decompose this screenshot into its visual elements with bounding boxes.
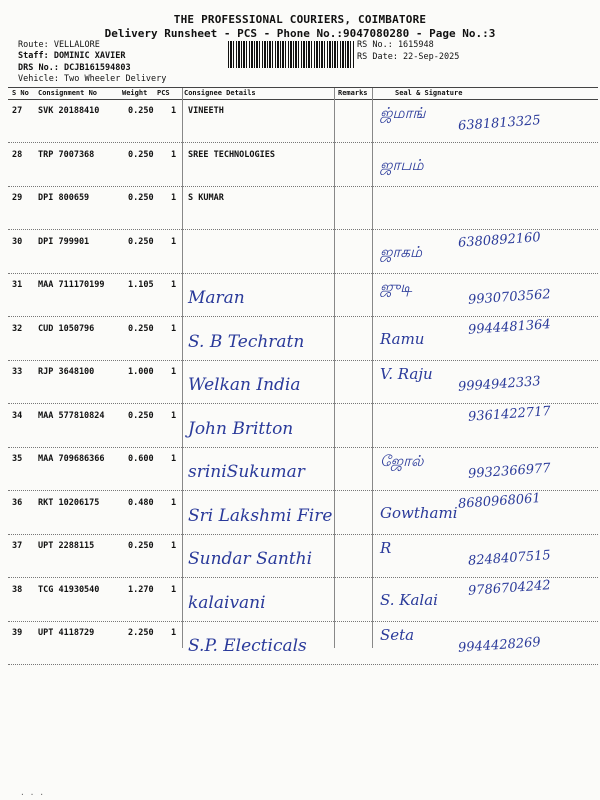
row-consignment: UPT 2288115: [38, 541, 95, 551]
row-weight: 0.250: [128, 149, 154, 160]
table-row: [8, 405, 598, 448]
signature: V. Raju: [380, 365, 433, 383]
row-weight: 0.250: [128, 410, 154, 421]
handwritten-consignee: Sri Lakshmi Fire: [188, 505, 333, 526]
staff-label: Staff: DOMINIC XAVIER: [18, 51, 126, 61]
row-sno: 29: [12, 193, 23, 203]
row-sno: 33: [12, 367, 23, 377]
handwritten-phone: 9932366977: [467, 461, 552, 482]
row-pcs: 1: [171, 497, 177, 508]
signature: S. Kalai: [380, 590, 438, 609]
row-consignment: TCG 41930540: [38, 584, 100, 595]
row-consignment: MAA 709686366: [38, 454, 105, 464]
row-consignment: RJP 3648100: [38, 367, 95, 377]
row-consignment: CUD 1050796: [38, 323, 95, 334]
signature: ஜாகம்: [380, 242, 423, 261]
row-weight: 0.250: [128, 541, 154, 551]
row-consignment: RKT 10206175: [38, 497, 100, 508]
handwritten-phone: 8680968061: [457, 490, 542, 512]
signature: Ramu: [380, 329, 425, 348]
row-consignment: DPI 799901: [38, 236, 90, 247]
footer-mark: · · ·: [20, 790, 45, 799]
row-weight: 1.270: [128, 584, 154, 595]
row-weight: 0.480: [128, 497, 154, 508]
row-consignment: UPT 4118729: [38, 628, 95, 638]
table-row: [8, 579, 598, 622]
rs-date: RS Date: 22-Sep-2025: [357, 52, 460, 62]
handwritten-phone: 9930703562: [467, 287, 552, 308]
col-remarks: Remarks: [338, 89, 368, 97]
row-weight: 0.250: [128, 193, 154, 203]
drs-number: DRS No.: DCJB161594803: [18, 63, 131, 73]
row-consignment: DPI 800659: [38, 193, 90, 203]
signature: ஜ்மாங்: [380, 104, 426, 122]
barcode-icon: [228, 41, 354, 68]
row-pcs: 1: [171, 410, 177, 421]
handwritten-phone: 9786704242: [467, 577, 552, 599]
row-consignee: SREE TECHNOLOGIES: [188, 149, 275, 160]
row-weight: 0.600: [128, 454, 154, 464]
table-row: [8, 622, 598, 665]
handwritten-phone: 9944428269: [457, 635, 542, 656]
table-row: [8, 318, 598, 361]
row-consignee: VINEETH: [188, 106, 224, 116]
row-pcs: 1: [171, 541, 177, 551]
row-pcs: 1: [171, 628, 177, 638]
table-row: [8, 448, 598, 491]
handwritten-consignee: Maran: [188, 288, 245, 308]
handwritten-phone: 6380892160: [457, 229, 542, 251]
runsheet-subtitle: Delivery Runsheet - PCS - Phone No.:9047080280 - Page No.:3: [104, 27, 496, 40]
table-row: [8, 187, 598, 230]
row-weight: 0.250: [128, 236, 154, 247]
signature: ஜுடி: [380, 278, 413, 296]
row-sno: 31: [12, 280, 23, 290]
row-pcs: 1: [171, 149, 177, 160]
table-row: [8, 535, 598, 578]
signature: Seta: [380, 626, 415, 644]
row-pcs: 1: [171, 323, 177, 334]
row-sno: 28: [12, 149, 23, 160]
rs-number: RS No.: 1615948: [357, 40, 434, 50]
table-top-rule: [8, 87, 598, 88]
row-sno: 32: [12, 323, 23, 334]
row-consignee: S KUMAR: [188, 193, 224, 203]
signature: Gowthami: [380, 503, 458, 522]
row-pcs: 1: [171, 584, 177, 595]
col-consignee: Consignee Details: [184, 89, 256, 97]
row-weight: 2.250: [128, 628, 154, 638]
row-sno: 38: [12, 584, 23, 595]
table-row: [8, 361, 598, 404]
row-pcs: 1: [171, 106, 177, 116]
row-pcs: 1: [171, 280, 177, 290]
handwritten-consignee: Welkan India: [188, 375, 301, 395]
row-pcs: 1: [171, 193, 177, 203]
handwritten-consignee: Sundar Santhi: [188, 549, 313, 569]
handwritten-phone: 6381813325: [457, 113, 542, 134]
row-pcs: 1: [171, 454, 177, 464]
signature: ஜாபம்: [380, 155, 424, 174]
row-weight: 1.000: [128, 367, 154, 377]
row-weight: 1.105: [128, 280, 154, 290]
table-row: [8, 274, 598, 317]
col-weight: Weight: [122, 89, 148, 97]
table-row: [8, 492, 598, 535]
handwritten-consignee: S.P. Electicals: [188, 636, 307, 656]
row-consignment: MAA 711170199: [38, 280, 105, 290]
col-pcs: PCS: [157, 89, 170, 97]
table-row: [8, 231, 598, 274]
handwritten-phone: 9994942333: [457, 374, 542, 395]
row-weight: 0.250: [128, 323, 154, 334]
company-title: THE PROFESSIONAL COURIERS, COIMBATORE: [173, 13, 427, 26]
row-sno: 30: [12, 236, 23, 247]
route-label: Route: VELLALORE: [18, 40, 100, 50]
row-sno: 27: [12, 106, 23, 116]
row-sno: 37: [12, 541, 23, 551]
handwritten-phone: 8248407515: [467, 548, 552, 569]
handwritten-consignee: kalaivani: [188, 592, 266, 613]
col-consignment: Consignment No: [38, 89, 98, 97]
row-consignment: MAA 577810824: [38, 410, 105, 421]
table-row: [8, 100, 598, 143]
handwritten-consignee: John Britton: [188, 418, 294, 439]
handwritten-consignee: sriniSukumar: [188, 462, 305, 482]
signature: ஜோல்: [380, 452, 424, 470]
row-separator: [8, 664, 598, 665]
handwritten-phone: 9944481364: [467, 316, 552, 338]
handwritten-phone: 9361422717: [467, 403, 552, 425]
vehicle-label: Vehicle: Two Wheeler Delivery: [18, 74, 167, 84]
row-sno: 36: [12, 497, 23, 508]
row-sno: 39: [12, 628, 23, 638]
handwritten-consignee: S. B Techratn: [188, 331, 305, 352]
row-consignment: TRP 7007368: [38, 149, 95, 160]
col-sno: S No: [12, 89, 29, 97]
row-weight: 0.250: [128, 106, 154, 116]
row-pcs: 1: [171, 236, 177, 247]
row-pcs: 1: [171, 367, 177, 377]
row-consignment: SVK 20188410: [38, 106, 100, 116]
signature: R: [380, 539, 392, 557]
row-sno: 34: [12, 410, 23, 421]
table-row: [8, 144, 598, 187]
col-seal: Seal & Signature: [395, 89, 463, 97]
row-sno: 35: [12, 454, 23, 464]
